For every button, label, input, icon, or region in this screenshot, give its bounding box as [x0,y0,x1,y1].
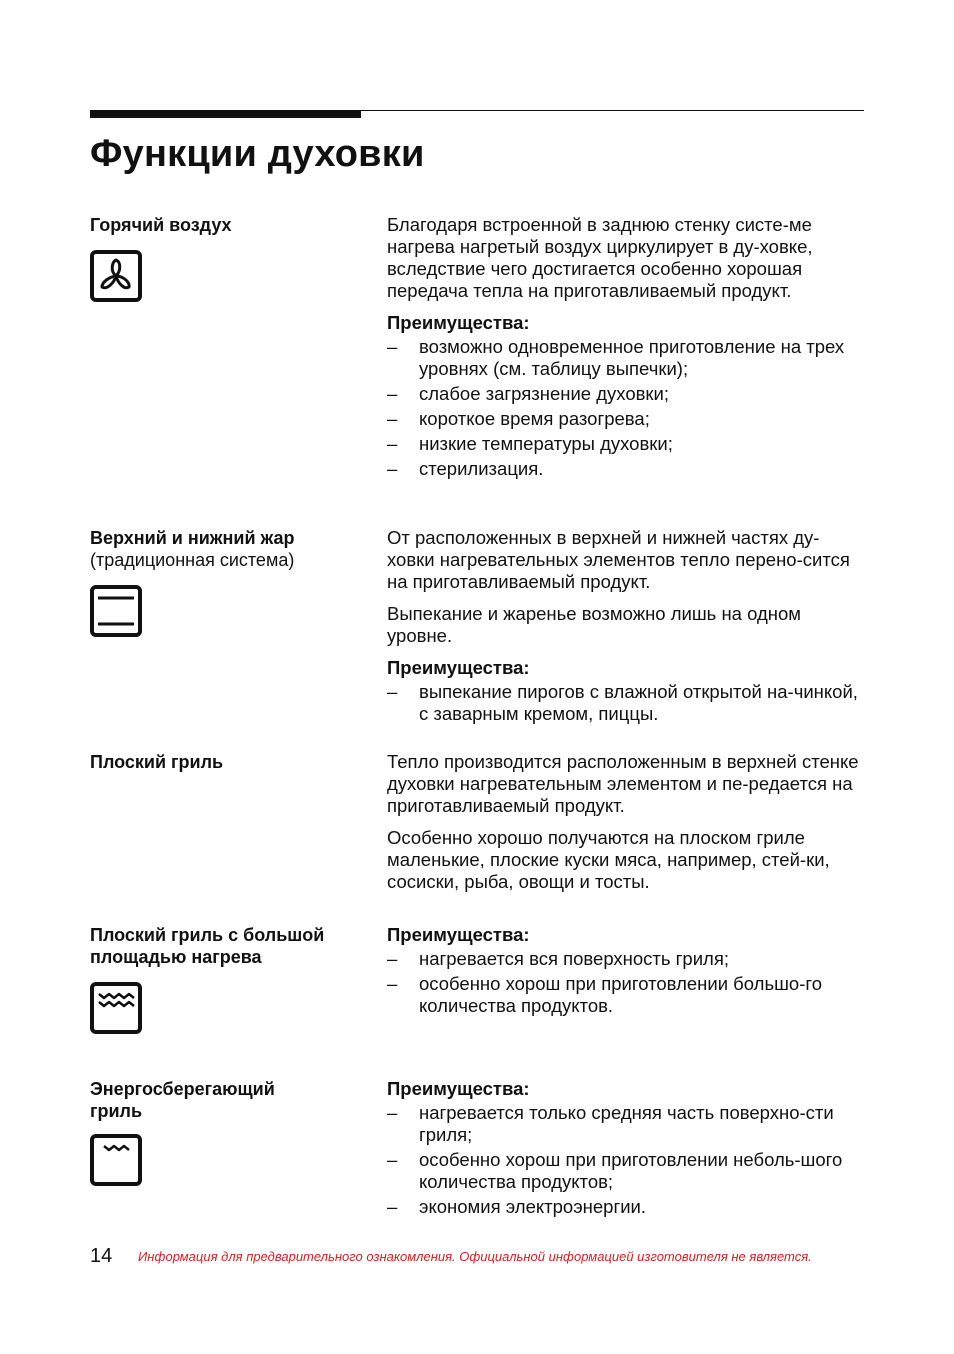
section-label: Верхний и нижний жар [90,528,295,548]
section-top-bottom-heat [90,527,864,737]
list-item-text: нагревается только средняя часть поверхно-сти гриля; [419,1102,834,1145]
large-grill-icon [90,982,142,1034]
section-label: Плоский гриль [90,752,224,772]
list-marker: – [387,1196,398,1217]
advantages-list [387,1102,864,1218]
page-footer [90,1244,870,1268]
section-paragraph: Выпекание и жаренье возможно лишь на одном уровне. [387,603,802,646]
list-item-text: низкие температуры духовки; [419,433,673,454]
list-item-text: короткое время разогрева; [419,408,650,429]
list-item [387,1102,864,1146]
disclaimer-text: Информация для предварительного ознакомления. Официальной информацией изготовителя не является. [138,1249,812,1264]
section-paragraph: Особенно хорошо получаются на плоском гриле маленькие, плоские куски мяса, например, стей-ки, сосиски, рыба, овощи и тосты. [387,827,830,892]
list-marker: – [387,973,398,994]
page-number: 14 [90,1245,113,1267]
section-text-column [387,1078,864,1221]
list-marker: – [387,336,398,357]
list-item [387,681,864,725]
advantages-list [387,681,864,725]
section-label-column [90,751,370,773]
advantages-title: Преимущества: [387,657,530,678]
section-label-column [90,1078,370,1186]
list-item-text: нагревается вся поверхность гриля; [419,948,729,969]
section-label-column [90,527,370,637]
section-label: Плоский гриль с большой площадью нагрева [90,925,325,967]
section-label-column [90,924,370,1034]
list-item-text: стерилизация. [419,458,544,479]
section-label-column [90,214,370,302]
top-bottom-heat-icon [90,585,142,637]
list-item [387,1149,864,1193]
list-item [387,973,864,1017]
list-item-text: выпекание пирогов с влажной открытой на-чинкой, с заварным кремом, пиццы. [419,681,858,724]
list-item [387,383,864,405]
list-marker: – [387,433,398,454]
section-sublabel: (традиционная система) [90,550,295,570]
list-item-text: экономия электроэнергии. [419,1196,647,1217]
list-item [387,408,864,430]
list-item [387,1196,864,1218]
section-paragraph: Тепло производится расположенным в верхней стенке духовки нагревательным элементом и пе-редается на приготавливаемый продукт. [387,751,859,816]
section-paragraph: Благодаря встроенной в заднюю стенку систе-ме нагрева нагретый воздух циркулирует в ду-ховке, вследствие чего достигается особенно хорошая передача тепла на приготавливаемый продукт. [387,214,813,301]
list-item [387,458,864,480]
heading-rule-thin [361,110,864,111]
list-marker: – [387,948,398,969]
heading-rule-thick [90,110,361,118]
section-text-column [387,214,864,483]
list-item [387,433,864,455]
list-marker: – [387,383,398,404]
list-item-text: возможно одновременное приготовление на трех уровнях (см. таблицу выпечки); [419,336,845,379]
section-text-column [387,751,864,903]
list-item-text: особенно хорош при приготовлении большо-го количества продуктов. [419,973,823,1016]
list-marker: – [387,458,398,479]
section-flat-grill [90,751,864,901]
list-marker: – [387,408,398,429]
section-large-grill [90,924,864,1064]
section-text-column [387,527,864,728]
fan-icon [90,250,142,302]
list-item-text: особенно хорош при приготовлении неболь-шого количества продуктов; [419,1149,843,1192]
eco-grill-icon [90,1134,142,1186]
advantages-list [387,336,864,480]
advantages-title: Преимущества: [387,924,530,945]
page-title: Функции духовки [90,133,425,175]
advantages-title: Преимущества: [387,1078,530,1099]
list-marker: – [387,1102,398,1123]
section-paragraph: От расположенных в верхней и нижней частях ду-ховки нагревательных элементов тепло перено-сится на приготавливаемый продукт. [387,527,850,592]
section-eco-grill [90,1078,864,1228]
advantages-title: Преимущества: [387,312,530,333]
list-marker: – [387,1149,398,1170]
section-text-column [387,924,864,1020]
section-label: Энергосберегающий гриль [90,1079,275,1121]
list-marker: – [387,681,398,702]
list-item [387,948,864,970]
list-item-text: слабое загрязнение духовки; [419,383,670,404]
advantages-list [387,948,864,1017]
section-hot-air [90,214,864,514]
list-item [387,336,864,380]
section-label: Горячий воздух [90,215,232,235]
